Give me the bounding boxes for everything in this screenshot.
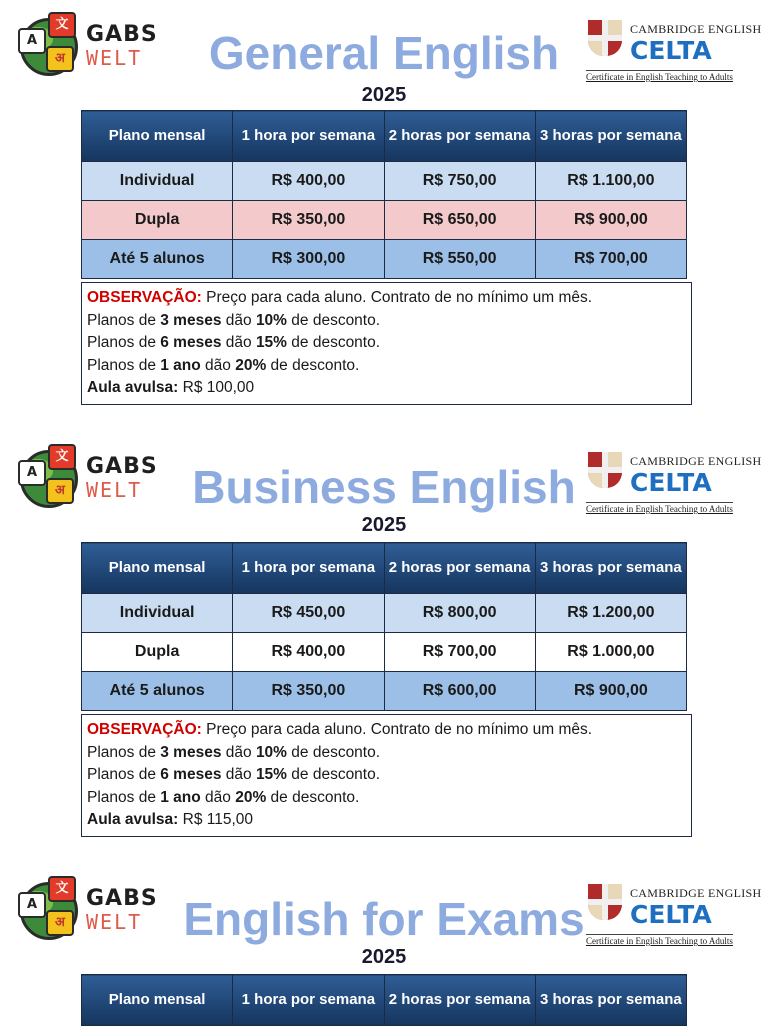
table-header-row — [82, 975, 687, 1026]
header-plan: Plano mensal — [82, 975, 233, 1026]
celta-label: CELTA — [630, 36, 712, 65]
plan-cell: Dupla — [82, 201, 233, 240]
note-text: dão — [200, 356, 236, 374]
price-cell: R$ 700,00 — [384, 633, 535, 672]
year-label: 2025 — [361, 946, 407, 968]
note-text: de desconto. — [266, 356, 360, 374]
avulsa-value: R$ 100,00 — [178, 379, 255, 396]
note-bold: 3 meses — [160, 743, 222, 761]
header-3h: 3 horas por semana — [535, 543, 686, 594]
cambridge-english-label: CAMBRIDGE ENGLISH — [630, 886, 762, 900]
header-1h: 1 hora por semana — [233, 975, 384, 1026]
note-line — [87, 287, 691, 310]
note-text: Planos de — [87, 356, 161, 374]
celta-label: CELTA — [630, 900, 712, 929]
plan-cell: Dupla — [82, 633, 233, 672]
header-3h: 3 horas por semana — [535, 111, 686, 162]
letter-a-bubble-icon: A — [18, 28, 46, 54]
note-bold: 6 meses — [160, 766, 222, 783]
devanagari-bubble-icon: अ — [46, 46, 74, 72]
price-table — [81, 974, 687, 1026]
observacao-label: OBSERVAÇÃO: — [87, 721, 202, 738]
header-plan: Plano mensal — [82, 543, 233, 594]
year-label: 2025 — [361, 514, 407, 536]
gabs-welt-logo — [18, 442, 158, 512]
price-cell: R$ 900,00 — [535, 201, 686, 240]
note-text: dão — [200, 788, 236, 806]
price-table — [81, 542, 687, 711]
plan-cell: Até 5 alunos — [82, 672, 233, 711]
note-bold: 1 ano — [160, 356, 201, 374]
table-header-row — [82, 111, 687, 162]
price-cell: R$ 1.100,00 — [535, 162, 686, 201]
note-text: Planos de — [87, 311, 161, 329]
note-bold: 20% — [235, 788, 267, 806]
header-3h: 3 horas por semana — [535, 975, 686, 1026]
table-row — [82, 240, 687, 279]
cambridge-celta-logo — [586, 18, 762, 82]
cambridge-celta-logo — [586, 882, 762, 946]
note-text: Planos de — [87, 766, 161, 783]
observacao-label: OBSERVAÇÃO: — [87, 289, 202, 306]
logo-text-gabs: GABS — [86, 454, 158, 479]
gabs-welt-logo — [18, 874, 158, 944]
note-line — [87, 332, 691, 355]
note-bold: 10% — [255, 743, 287, 761]
plan-cell: Individual — [82, 162, 233, 201]
logo-text-welt: WELT — [86, 478, 143, 502]
note-bold: 3 meses — [160, 311, 222, 329]
price-cell: R$ 650,00 — [384, 201, 535, 240]
note-line — [87, 355, 691, 378]
price-cell: R$ 350,00 — [233, 672, 384, 711]
note-bold: 15% — [255, 766, 287, 783]
cambridge-shield-icon — [588, 20, 622, 56]
observacao-text: Preço para cada aluno. Contrato de no mínimo um mês. — [201, 721, 593, 738]
cambridge-shield-icon — [588, 884, 622, 920]
notes-box — [81, 282, 692, 405]
note-bold: 15% — [255, 334, 287, 351]
letter-a-bubble-icon: A — [18, 892, 46, 918]
header-1h: 1 hora por semana — [233, 111, 384, 162]
price-cell: R$ 1.200,00 — [535, 594, 686, 633]
note-bold: 6 meses — [160, 334, 222, 351]
note-text: de desconto. — [286, 334, 381, 351]
avulsa-label: Aula avulsa: — [87, 811, 179, 828]
note-text: Planos de — [87, 743, 161, 761]
table-row — [82, 162, 687, 201]
cambridge-english-label: CAMBRIDGE ENGLISH — [630, 454, 762, 468]
table-row — [82, 201, 687, 240]
price-cell: R$ 900,00 — [535, 672, 686, 711]
price-cell: R$ 800,00 — [384, 594, 535, 633]
chinese-char-bubble-icon: 文 — [48, 876, 76, 902]
avulsa-value: R$ 115,00 — [178, 811, 253, 828]
note-line — [87, 742, 691, 765]
page-title: Business English — [192, 461, 576, 513]
price-cell: R$ 700,00 — [535, 240, 686, 279]
table-row — [82, 672, 687, 711]
header-plan: Plano mensal — [82, 111, 233, 162]
note-text: dão — [221, 334, 256, 351]
logo-text-welt: WELT — [86, 46, 143, 70]
letter-a-bubble-icon: A — [18, 460, 46, 486]
price-cell: R$ 450,00 — [233, 594, 384, 633]
logo-text-gabs: GABS — [86, 886, 158, 911]
note-bold: 20% — [235, 356, 267, 374]
notes-box — [81, 714, 692, 837]
avulsa-label: Aula avulsa: — [87, 379, 179, 396]
price-cell: R$ 1.000,00 — [535, 633, 686, 672]
header-1h: 1 hora por semana — [233, 543, 384, 594]
logo-text-welt: WELT — [86, 910, 143, 934]
logo-text-gabs: GABS — [86, 22, 158, 47]
price-cell: R$ 600,00 — [384, 672, 535, 711]
table-row — [82, 633, 687, 672]
certificate-caption: Certificate in English Teaching to Adults — [586, 72, 733, 82]
header-2h: 2 horas por semana — [384, 975, 535, 1026]
note-text: de desconto. — [266, 788, 360, 806]
price-cell: R$ 300,00 — [233, 240, 384, 279]
plan-cell: Individual — [82, 594, 233, 633]
note-text: dão — [221, 311, 256, 329]
price-cell: R$ 550,00 — [384, 240, 535, 279]
price-cell: R$ 400,00 — [233, 162, 384, 201]
price-cell: R$ 350,00 — [233, 201, 384, 240]
chinese-char-bubble-icon: 文 — [48, 12, 76, 38]
devanagari-bubble-icon: अ — [46, 478, 74, 504]
note-line — [87, 764, 691, 787]
devanagari-bubble-icon: अ — [46, 910, 74, 936]
note-text: dão — [221, 743, 256, 761]
price-table — [81, 110, 687, 279]
note-line — [87, 377, 691, 400]
price-cell: R$ 750,00 — [384, 162, 535, 201]
price-cell: R$ 400,00 — [233, 633, 384, 672]
observacao-text: Preço para cada aluno. Contrato de no mínimo um mês. — [201, 289, 593, 306]
note-line — [87, 809, 691, 832]
note-text: de desconto. — [286, 743, 381, 761]
page-title: English for Exams — [183, 893, 585, 945]
note-line — [87, 787, 691, 810]
note-text: Planos de — [87, 788, 161, 806]
note-bold: 10% — [255, 311, 287, 329]
note-text: de desconto. — [286, 766, 381, 783]
cambridge-shield-icon — [588, 452, 622, 488]
cambridge-english-label: CAMBRIDGE ENGLISH — [630, 22, 762, 36]
gabs-welt-logo — [18, 10, 158, 80]
certificate-caption: Certificate in English Teaching to Adults — [586, 936, 733, 946]
certificate-caption: Certificate in English Teaching to Adults — [586, 504, 733, 514]
header-2h: 2 horas por semana — [384, 111, 535, 162]
header-2h: 2 horas por semana — [384, 543, 535, 594]
year-label: 2025 — [361, 84, 407, 106]
cambridge-celta-logo — [586, 450, 762, 514]
note-line — [87, 310, 691, 333]
table-header-row — [82, 543, 687, 594]
note-bold: 1 ano — [160, 788, 201, 806]
plan-cell: Até 5 alunos — [82, 240, 233, 279]
note-line — [87, 719, 691, 742]
celta-label: CELTA — [630, 468, 712, 497]
note-text: Planos de — [87, 334, 161, 351]
table-row — [82, 594, 687, 633]
note-text: de desconto. — [286, 311, 381, 329]
note-text: dão — [221, 766, 256, 783]
chinese-char-bubble-icon: 文 — [48, 444, 76, 470]
page-title: General English — [208, 27, 560, 79]
